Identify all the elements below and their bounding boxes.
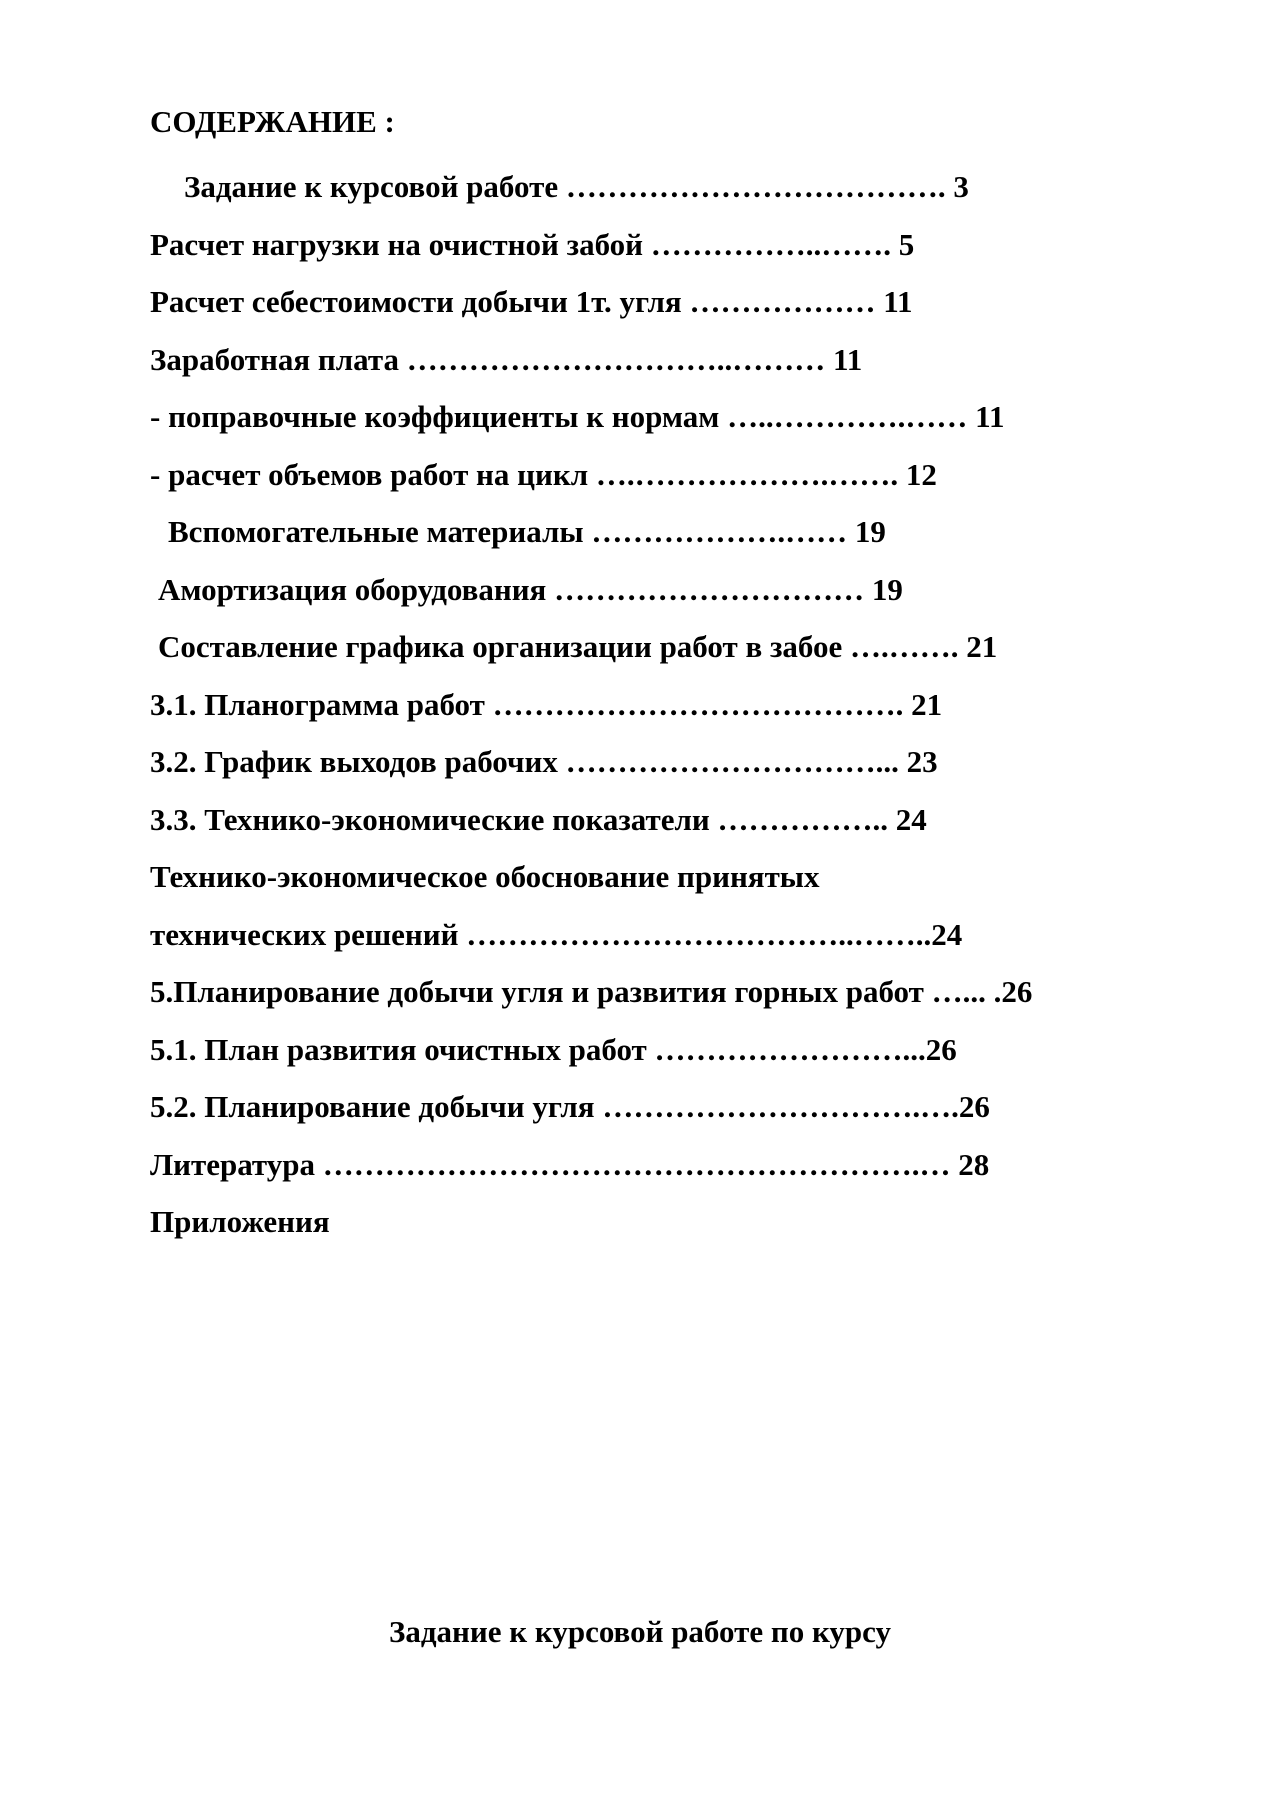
toc-entry: 3.2. График выходов рабочих …………………………... 23 [150, 744, 938, 779]
toc-entry: 5.1. План развития очистных работ ……………………...26 [150, 1031, 957, 1067]
toc-entry: Вспомогательные материалы ……………….…… 19 [168, 514, 886, 549]
toc-entry: 5.Планирование добычи угля и развития горных работ …... .26 [150, 974, 1033, 1009]
toc-entry: 5.2. Планирование добычи угля ………………………….….26 [150, 1089, 990, 1124]
toc-entry: Задание к курсовой работе ………………………………. 3 [184, 169, 969, 204]
toc-entry: - поправочные коэффициенты к нормам …..………….…… 11 [150, 399, 1005, 434]
toc-entry: Технико-экономическое обоснование принятых [150, 859, 820, 894]
toc-entry: 3.3. Технико-экономические показатели …………….. 24 [150, 801, 927, 837]
toc-entry: Литература ………………………………………………….… 28 [150, 1146, 990, 1182]
task-title: Задание к курсовой работе по курсу [389, 1614, 891, 1649]
toc-heading: СОДЕРЖАНИЕ : [150, 104, 395, 139]
toc-entry: Амортизация оборудования ………………………… 19 [158, 571, 903, 607]
toc-entry: - расчет объемов работ на цикл ….……………….……. 12 [150, 456, 937, 492]
toc-list [150, 158, 1032, 1251]
toc-entry: технических решений ………………………………..……..24 [150, 916, 963, 952]
toc-entry: Заработная плата …………………………..……… 11 [150, 341, 863, 377]
toc-entry: Расчет себестоимости добычи 1т. угля ……………… 11 [150, 284, 913, 319]
toc-entry: 3.1. Планограмма работ …………………………………. 21 [150, 686, 943, 722]
toc-entry: Составление графика организации работ в забое ….……. 21 [158, 629, 998, 664]
toc-entry: Расчет нагрузки на очистной забой ……………..……. 5 [150, 226, 915, 262]
toc-entry: Приложения [150, 1204, 330, 1239]
